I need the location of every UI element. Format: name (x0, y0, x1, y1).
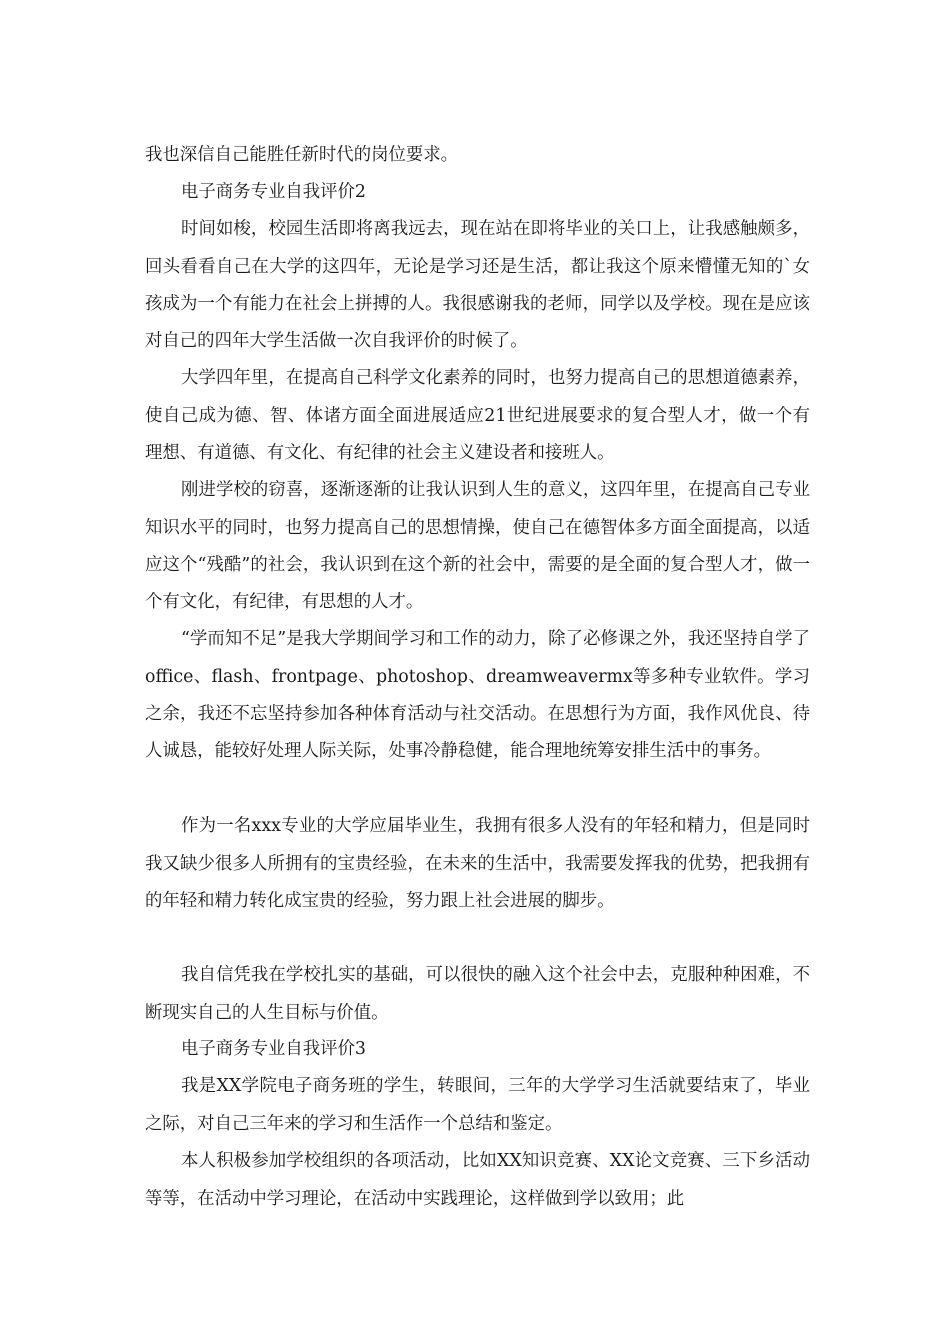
paragraph: 本人积极参加学校组织的各项活动，比如XX知识竞赛、XX论文竞赛、三下乡活动等等，在活动中学习理论，在活动中实践理论，这样做到学以致用；此 (145, 1151, 810, 1209)
paragraph: “学而知不足”是我大学期间学习和工作的动力，除了必修课之外，我还坚持自学了office、flash、frontpage、photoshop、dreamweavermx等多种专业软件。学习之余，我还不忘坚持参加各种体育活动与社交活动。在思想行为方面，我作风优良、待人诚恳，能较好处理人际关际，处事冷静稳健，能合理地统筹安排生活中的事务。 (145, 629, 810, 762)
paragraph: 我自信凭我在学校扎实的基础，可以很快的融入这个社会中去，克服种种困难，不断现实自己的人生目标与价值。 (145, 965, 810, 1023)
section-heading-3: 电子商务专业自我评价3 (181, 1039, 366, 1060)
paragraph: 作为一名xxx专业的大学应届毕业生，我拥有很多人没有的年轻和精力，但是同时我又缺少很多人所拥有的宝贵经验，在未来的生活中，我需要发挥我的优势，把我拥有的年轻和精力转化成宝贵的经验，努力跟上社会进展的脚步。 (145, 816, 810, 911)
paragraph: 时间如梭，校园生活即将离我远去，现在站在即将毕业的关口上，让我感触颇多，回头看看自己在大学的这四年，无论是学习还是生活，都让我这个原来懵懂无知的`女孩成为一个有能力在社会上拼搏的人。我很感谢我的老师，同学以及学校。现在是应该对自己的四年大学生活做一次自我评价的时候了。 (145, 219, 810, 352)
section-heading-2: 电子商务专业自我评价2 (181, 182, 366, 203)
paragraph: 大学四年里，在提高自己科学文化素养的同时，也努力提高自己的思想道德素养，使自己成为德、智、体诸方面全面进展适应21世纪进展要求的复合型人才，做一个有理想、有道德、有文化、有纪律的社会主义建设者和接班人。 (145, 368, 810, 463)
paragraph-continuation: 我也深信自己能胜任新时代的岗位要求。 (145, 145, 459, 166)
paragraph: 刚进学校的窃喜，逐渐逐渐的让我认识到人生的意义，这四年里，在提高自己专业知识水平的同时，也努力提高自己的思想情操，使自己在德智体多方面全面提高，以适应这个“残酷”的社会，我认识到在这个新的社会中，需要的是全面的复合型人才，做一个有文化，有纪律，有思想的人才。 (145, 480, 810, 613)
paragraph: 我是XX学院电子商务班的学生，转眼间，三年的大学学习生活就要结束了，毕业之际，对自己三年来的学习和生活作一个总结和鉴定。 (145, 1076, 810, 1134)
